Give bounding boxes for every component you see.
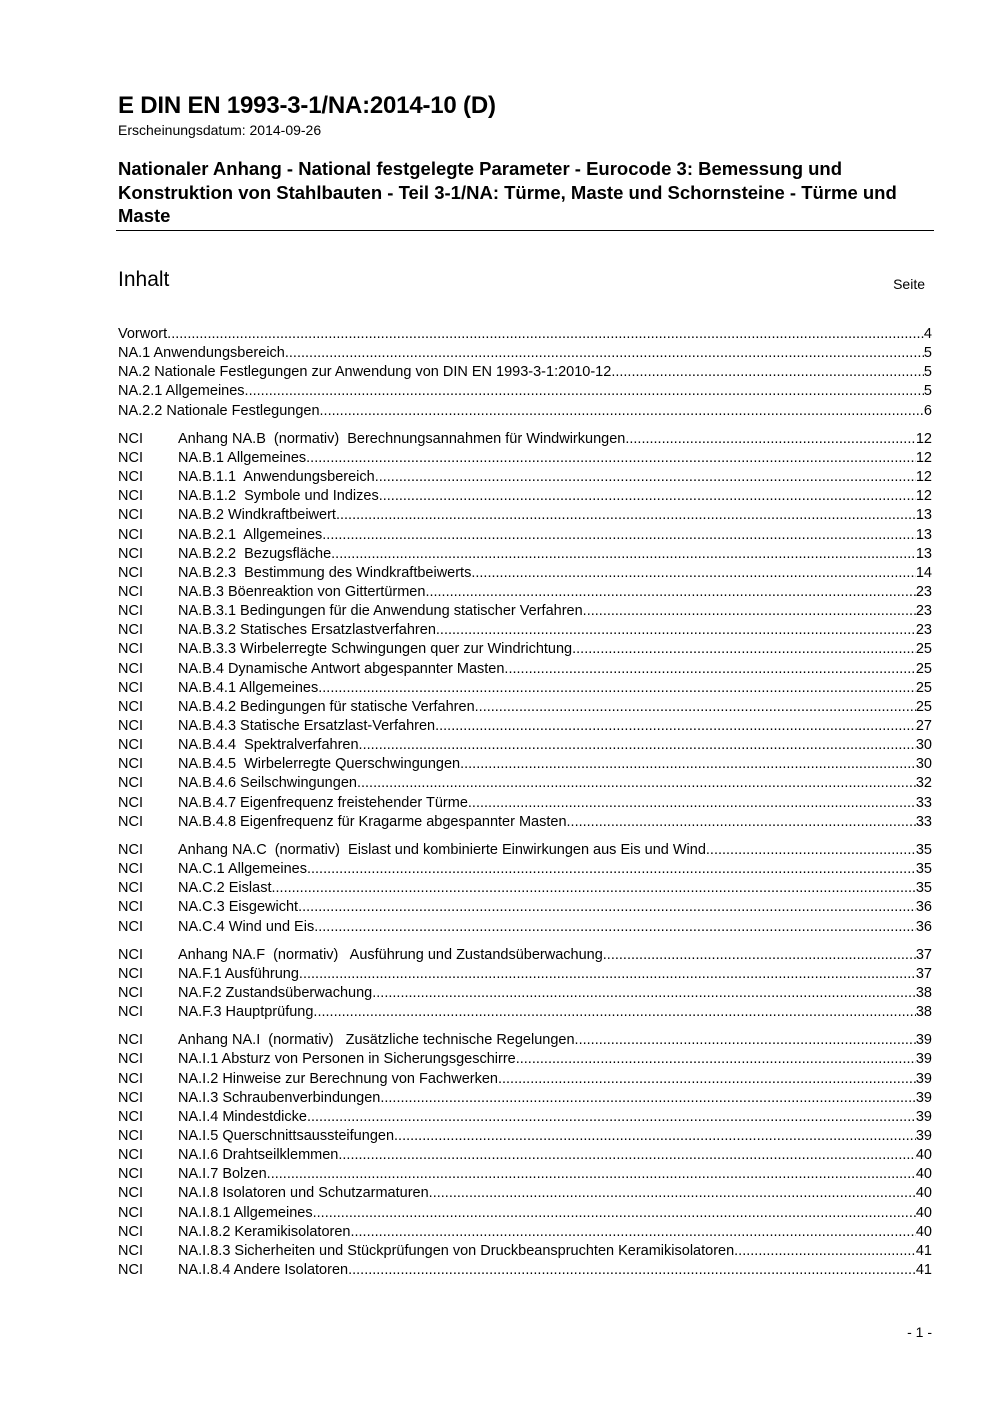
toc-entry[interactable] — [118, 583, 932, 602]
toc-entry-text: NA.B.4.8 Eigenfrequenz für Kragarme abgespannter Masten — [178, 813, 567, 830]
toc-entry[interactable] — [118, 1070, 932, 1089]
toc-entry-page-number: 25 — [915, 660, 932, 677]
toc-entry[interactable] — [118, 506, 932, 525]
toc-entry-prefix: NCI — [118, 918, 143, 935]
toc-entry-prefix: NCI — [118, 698, 143, 715]
toc-entry-prefix: NCI — [118, 1262, 143, 1279]
toc-entry-text: NA.F.1 Ausführung — [178, 965, 299, 982]
toc-entry-page-number: 5 — [923, 383, 932, 400]
toc-entry-prefix: NCI — [118, 1185, 143, 1202]
toc-entry-text: Anhang NA.F (normativ) Ausführung und Zustandsüberwachung — [178, 946, 603, 963]
toc-entry[interactable] — [118, 1127, 932, 1146]
toc-entry-text: NA.B.4.2 Bedingungen für statische Verfahren — [178, 698, 475, 715]
toc-entry-text: NA.2 Nationale Festlegungen zur Anwendung von DIN EN 1993-3-1:2010-12 — [118, 364, 612, 381]
toc-entry-leader-dots — [313, 1204, 916, 1223]
toc-entry-leader-dots — [322, 526, 916, 545]
toc-entry-leader-dots — [313, 1003, 915, 1022]
toc-entry-prefix: NCI — [118, 880, 143, 897]
toc-entry-text: NA.B.1 Allgemeines — [178, 449, 307, 466]
toc-entry-text: NA.B.3 Böenreaktion von Gittertürmen — [178, 583, 426, 600]
toc-entry-leader-dots — [611, 363, 924, 382]
toc-entry-prefix: NCI — [118, 775, 143, 792]
toc-entry[interactable] — [118, 898, 932, 917]
toc-entry-page-number: 23 — [915, 603, 932, 620]
toc-entry-leader-dots — [314, 918, 916, 937]
toc-entry[interactable] — [118, 879, 932, 898]
toc-entry-page-number: 40 — [915, 1147, 932, 1164]
toc-entry-text: NA.I.7 Bolzen — [178, 1166, 267, 1183]
toc-entry-prefix: NCI — [118, 1070, 143, 1087]
toc-entry-text: NA.I.6 Drahtseilklemmen — [178, 1147, 339, 1164]
toc-entry-leader-dots — [583, 602, 916, 621]
toc-entry-prefix: NCI — [118, 488, 143, 505]
toc-entry-prefix: NCI — [118, 430, 143, 447]
toc-entry-text: NA.B.4.6 Seilschwingungen — [178, 775, 357, 792]
toc-entry[interactable] — [118, 984, 932, 1003]
toc-entry-page-number: 39 — [915, 1108, 932, 1125]
toc-entry-text: Vorwort — [118, 326, 168, 342]
toc-entry-leader-dots — [298, 898, 916, 917]
toc-entry[interactable] — [118, 1146, 932, 1165]
toc-entry-text: NA.B.2.1 Allgemeines — [178, 526, 323, 543]
toc-entry-text: NA.I.3 Schraubenverbindungen — [178, 1089, 381, 1106]
toc-entry-prefix: NCI — [118, 1166, 143, 1183]
toc-entry-text: NA.I.8.4 Andere Isolatoren — [178, 1262, 349, 1279]
toc-entry-page-number: 13 — [915, 507, 932, 524]
toc-entry-leader-dots — [338, 1146, 916, 1165]
toc-entry-page-number: 39 — [915, 1089, 932, 1106]
toc-entry-prefix: NCI — [118, 718, 143, 734]
toc-entry-text: NA.B.4.7 Eigenfrequenz freistehender Türme — [178, 794, 468, 811]
toc-entry-page-number: 33 — [915, 794, 932, 811]
toc-entry-leader-dots — [307, 860, 916, 879]
toc-entry-text: NA.B.4.3 Statische Ersatzlast-Verfahren — [178, 718, 436, 734]
toc-entry-page-number: 12 — [915, 430, 932, 447]
toc-entry-text: NA.B.4.4 Spektralverfahren — [178, 737, 359, 754]
toc-entry-text: Anhang NA.I (normativ) Zusätzliche technische Regelungen — [178, 1032, 575, 1049]
toc-entry-prefix: NCI — [118, 965, 143, 982]
toc-entry-leader-dots — [336, 506, 916, 525]
toc-entry[interactable] — [118, 402, 932, 421]
toc-entry-prefix: NCI — [118, 737, 143, 754]
toc-entry-leader-dots — [504, 660, 915, 679]
toc-entry[interactable] — [118, 794, 932, 813]
toc-entry[interactable] — [118, 698, 932, 717]
toc-entry-leader-dots — [575, 1031, 916, 1050]
toc-entry-leader-dots — [435, 717, 916, 736]
toc-entry-page-number: 40 — [915, 1204, 932, 1221]
toc-entry-page-number: 37 — [915, 965, 932, 982]
toc-entry-text: Anhang NA.C (normativ) Eislast und kombinierte Einwirkungen aus Eis und Wind — [178, 841, 706, 858]
toc-entry[interactable] — [118, 755, 932, 774]
toc-entry-prefix: NCI — [118, 545, 143, 562]
toc-entry-page-number: 27 — [915, 718, 932, 734]
toc-entry-text: NA.B.4.5 Wirbelerregte Querschwingungen — [178, 756, 461, 773]
toc-entry[interactable] — [118, 382, 932, 401]
toc-entry[interactable] — [118, 1242, 932, 1261]
toc-entry-text: NA.I.1 Absturz von Personen in Sicherungsgeschirre — [178, 1051, 516, 1068]
toc-entry-text: NA.I.8 Isolatoren und Schutzarmaturen — [178, 1185, 429, 1202]
toc-entry-page-number: 39 — [915, 1128, 932, 1144]
toc-entry-leader-dots — [357, 774, 916, 793]
toc-entry-page-number: 12 — [915, 449, 932, 466]
toc-entry-page-number: 39 — [915, 1070, 932, 1087]
toc-entry-prefix: NCI — [118, 899, 143, 916]
toc-entry-leader-dots — [603, 946, 916, 965]
toc-entry[interactable] — [118, 1089, 932, 1108]
toc-entry-leader-dots — [271, 879, 915, 898]
toc-entry-text: NA.2.2 Nationale Festlegungen — [118, 402, 320, 419]
toc-entry-leader-dots — [498, 1070, 916, 1089]
toc-entry-text: NA.B.2 Windkraftbeiwert — [178, 507, 336, 524]
toc-entry-page-number: 5 — [923, 364, 932, 381]
toc-entry[interactable] — [118, 1031, 932, 1050]
toc-entry-prefix: NCI — [118, 603, 143, 620]
toc-entry-prefix: NCI — [118, 1089, 143, 1106]
toc-entry[interactable] — [118, 1108, 932, 1127]
toc-entry-page-number: 36 — [915, 918, 932, 935]
toc-entry-page-number: 23 — [915, 622, 932, 639]
toc-entry-leader-dots — [359, 736, 916, 755]
toc-entry-text: NA.B.1.2 Symbole und Indizes — [178, 488, 379, 505]
toc-entry[interactable] — [118, 1050, 932, 1069]
toc-entry-text: NA.I.4 Mindestdicke — [178, 1108, 307, 1125]
toc-entry-leader-dots — [734, 1242, 916, 1261]
toc-entry-page-number: 39 — [915, 1051, 932, 1068]
toc-entry[interactable] — [118, 717, 932, 736]
toc-entry-text: NA.I.8.1 Allgemeines — [178, 1204, 313, 1221]
toc-entry-prefix: NCI — [118, 756, 143, 773]
toc-entry-prefix: NCI — [118, 841, 143, 858]
toc-entry-page-number: 41 — [915, 1262, 932, 1279]
toc-entry[interactable] — [118, 449, 932, 468]
toc-entry-page-number: 30 — [915, 737, 932, 754]
toc-entry[interactable] — [118, 1261, 932, 1280]
toc-entry-text: NA.B.2.2 Bezugsfläche — [178, 545, 332, 562]
toc-entry-leader-dots — [567, 813, 916, 832]
toc-entry[interactable] — [118, 430, 932, 449]
toc-entry[interactable] — [118, 621, 932, 640]
toc-entry-leader-dots — [460, 755, 916, 774]
toc-entry-leader-dots — [436, 621, 916, 640]
toc-entry-page-number: 38 — [915, 1004, 932, 1021]
toc-entry-text: NA.I.8.2 Keramikisolatoren — [178, 1223, 351, 1240]
toc-entry-leader-dots — [299, 965, 916, 984]
toc-entry-page-number: 33 — [915, 813, 932, 830]
toc-entry-page-number: 6 — [923, 402, 932, 419]
toc-entry-prefix: NCI — [118, 564, 143, 581]
toc-entry-prefix: NCI — [118, 794, 143, 811]
toc-entry-leader-dots — [318, 679, 916, 698]
toc-page-label: Seite — [893, 276, 925, 292]
toc-entry-page-number: 35 — [915, 861, 932, 877]
toc-entry-text: NA.F.3 Hauptprüfung — [178, 1004, 314, 1021]
toc-entry-page-number: 13 — [915, 526, 932, 543]
toc-entry[interactable] — [118, 1223, 932, 1242]
toc-entry[interactable] — [118, 487, 932, 506]
toc-entry-prefix: NCI — [118, 861, 143, 877]
toc-entry-page-number: 35 — [915, 841, 932, 858]
toc-entry-prefix: NCI — [118, 1147, 143, 1164]
toc-entry-prefix: NCI — [118, 1108, 143, 1125]
toc-entry-text: NA.2.1 Allgemeines — [118, 383, 245, 400]
toc-entry-prefix: NCI — [118, 1032, 143, 1049]
toc-heading: Inhalt — [118, 268, 170, 291]
toc-entry-prefix: NCI — [118, 449, 143, 466]
toc-entry-text: NA.B.4.1 Allgemeines — [178, 679, 319, 696]
toc-entry[interactable] — [118, 640, 932, 659]
toc-entry[interactable] — [118, 325, 932, 344]
toc-entry-text: NA.B.3.3 Wirbelerregte Schwingungen quer zur Windrichtung — [178, 641, 573, 658]
toc-entry-text: NA.B.4 Dynamische Antwort abgespannter Masten — [178, 660, 505, 677]
toc-entry-leader-dots — [379, 487, 916, 506]
toc-entry-prefix: NCI — [118, 984, 143, 1001]
document-title: E DIN EN 1993-3-1/NA:2014-10 (D) — [118, 92, 496, 119]
toc-entry-leader-dots — [516, 1050, 916, 1069]
toc-entry-prefix: NCI — [118, 526, 143, 543]
toc-entry-page-number: 12 — [915, 469, 932, 485]
title-rule — [116, 230, 934, 231]
toc-entry-text: NA.B.1.1 Anwendungsbereich — [178, 469, 375, 485]
toc-entry[interactable] — [118, 363, 932, 382]
toc-entry-prefix: NCI — [118, 583, 143, 600]
toc-entry-text: NA.B.3.2 Statisches Ersatzlastverfahren — [178, 622, 436, 639]
toc-entry-page-number: 36 — [915, 899, 932, 916]
toc-entry-leader-dots — [306, 449, 916, 468]
toc-entry-leader-dots — [348, 1261, 916, 1280]
toc-entry-text: NA.1 Anwendungsbereich — [118, 345, 285, 362]
toc-entry-leader-dots — [706, 841, 916, 860]
toc-entry-page-number: 23 — [915, 583, 932, 600]
toc-entry-prefix: NCI — [118, 469, 143, 485]
toc-entry[interactable] — [118, 918, 932, 937]
publication-date: Erscheinungsdatum: 2014-09-26 — [118, 122, 322, 138]
toc-entry[interactable] — [118, 774, 932, 793]
toc-entry-leader-dots — [245, 382, 924, 401]
toc-entry[interactable] — [118, 841, 932, 860]
toc-entry[interactable] — [118, 564, 932, 583]
toc-entry-leader-dots — [320, 402, 924, 421]
toc-entry-text: NA.C.4 Wind und Eis — [178, 918, 315, 935]
toc-entry-page-number: 40 — [915, 1185, 932, 1202]
toc-entry-prefix: NCI — [118, 1004, 143, 1021]
toc-entry-page-number: 25 — [915, 698, 932, 715]
toc-entry-page-number: 4 — [923, 326, 932, 342]
toc-entry[interactable] — [118, 1003, 932, 1022]
toc-entry-leader-dots — [468, 794, 916, 813]
toc-entry-page-number: 5 — [923, 345, 932, 362]
toc-entry-prefix: NCI — [118, 946, 143, 963]
toc-entry-text: Anhang NA.B (normativ) Berechnungsannahmen für Windwirkungen — [178, 430, 626, 447]
toc-entry-prefix: NCI — [118, 641, 143, 658]
toc-entry-page-number: 39 — [915, 1032, 932, 1049]
toc-entry-prefix: NCI — [118, 1128, 143, 1144]
toc-entry-leader-dots — [331, 545, 916, 564]
toc-entry-page-number: 40 — [915, 1166, 932, 1183]
toc-entry-prefix: NCI — [118, 1051, 143, 1068]
toc-entry-prefix: NCI — [118, 679, 143, 696]
toc-entry-leader-dots — [285, 344, 924, 363]
toc-entry-page-number: 35 — [915, 880, 932, 897]
toc-entry-leader-dots — [475, 698, 916, 717]
toc-entry-leader-dots — [425, 583, 915, 602]
toc-entry[interactable] — [118, 660, 932, 679]
toc-entry[interactable] — [118, 526, 932, 545]
document-subtitle: Nationaler Anhang - National festgelegte Parameter - Eurocode 3: Bemessung und Konstruktion von Stahlbauten - Teil 3-1/NA: Türme, Maste und Schornsteine - Türme und Maste — [118, 158, 897, 226]
toc-entry[interactable] — [118, 946, 932, 965]
toc-entry[interactable] — [118, 736, 932, 755]
toc-entry-prefix: NCI — [118, 660, 143, 677]
toc-entry[interactable] — [118, 545, 932, 564]
toc-entry-page-number: 30 — [915, 756, 932, 773]
toc-entry-page-number: 13 — [915, 545, 932, 562]
page-number: - 1 - — [907, 1324, 932, 1340]
toc-entry-leader-dots — [572, 640, 916, 659]
toc-entry-page-number: 14 — [915, 564, 932, 581]
toc-entry[interactable] — [118, 860, 932, 879]
toc-entry-prefix: NCI — [118, 1242, 143, 1259]
toc-entry-page-number: 32 — [915, 775, 932, 792]
toc-entry-text: NA.C.3 Eisgewicht — [178, 899, 299, 916]
toc-entry-page-number: 12 — [915, 488, 932, 505]
toc-entry-prefix: NCI — [118, 622, 143, 639]
toc-entry-leader-dots — [471, 564, 916, 583]
toc-entry-prefix: NCI — [118, 1223, 143, 1240]
toc-entry-leader-dots — [307, 1108, 916, 1127]
toc-entry[interactable] — [118, 679, 932, 698]
toc-entry[interactable] — [118, 602, 932, 621]
toc-entry-leader-dots — [429, 1184, 916, 1203]
toc-entry-leader-dots — [350, 1223, 915, 1242]
toc-entry-text: NA.I.5 Querschnittsaussteifungen — [178, 1128, 395, 1144]
toc-entry-text: NA.F.2 Zustandsüberwachung — [178, 984, 373, 1001]
toc-entry[interactable] — [118, 468, 932, 487]
toc-entry[interactable] — [118, 1165, 932, 1184]
toc-entry-text: NA.B.3.1 Bedingungen für die Anwendung statischer Verfahren — [178, 603, 583, 620]
toc-entry-page-number: 40 — [915, 1223, 932, 1240]
toc-entry[interactable] — [118, 1204, 932, 1223]
toc-entry-leader-dots — [625, 430, 916, 449]
toc-entry-text: NA.C.2 Eislast — [178, 880, 272, 897]
toc-entry-leader-dots — [372, 984, 916, 1003]
toc-entry-leader-dots — [394, 1127, 916, 1146]
toc-entry-page-number: 37 — [915, 946, 932, 963]
toc-entry-leader-dots — [167, 325, 924, 344]
toc-entry-prefix: NCI — [118, 507, 143, 524]
toc-entry-text: NA.I.2 Hinweise zur Berechnung von Fachwerken — [178, 1070, 498, 1087]
toc-entry-leader-dots — [267, 1165, 916, 1184]
toc-entry-text: NA.C.1 Allgemeines — [178, 861, 307, 877]
toc-entry-page-number: 25 — [915, 641, 932, 658]
toc-entry-prefix: NCI — [118, 813, 143, 830]
toc-entry-text: NA.I.8.3 Sicherheiten und Stückprüfungen von Druckbeanspruchten Keramikisolatoren — [178, 1242, 735, 1259]
toc-entry-prefix: NCI — [118, 1204, 143, 1221]
toc-entry-leader-dots — [380, 1089, 916, 1108]
toc-entry-page-number: 38 — [915, 984, 932, 1001]
toc-entry-text: NA.B.2.3 Bestimmung des Windkraftbeiwerts — [178, 564, 472, 581]
toc-entry-page-number: 41 — [915, 1242, 932, 1259]
toc-entry-leader-dots — [375, 468, 916, 487]
toc-entry[interactable] — [118, 813, 932, 832]
toc-entry[interactable] — [118, 965, 932, 984]
toc-entry[interactable] — [118, 344, 932, 363]
toc-entry[interactable] — [118, 1184, 932, 1203]
toc-entry-page-number: 25 — [915, 679, 932, 696]
